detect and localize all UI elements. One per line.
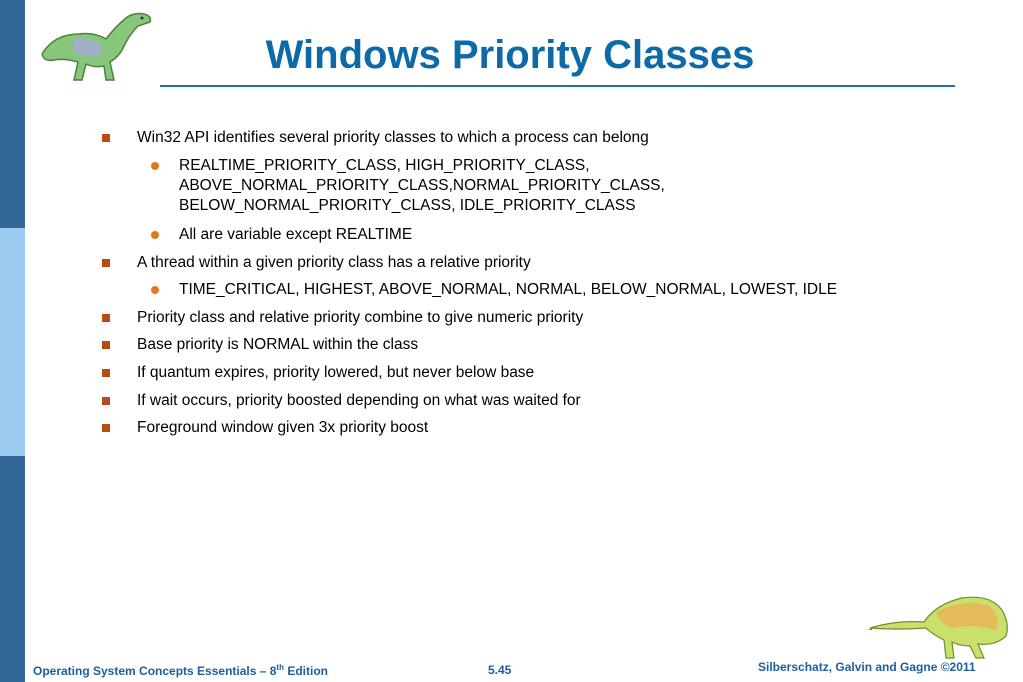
round-bullet-icon [151,162,159,170]
round-bullet-icon [151,286,159,294]
sidebar-stripe [0,0,25,682]
square-bullet-icon [102,314,110,322]
bullet-text: Foreground window given 3x priority boost [137,419,429,436]
bullet-text: A thread within a given priority class has a relative priority [137,254,531,271]
slide-title: Windows Priority Classes [265,33,755,77]
dinosaur-logo-icon [34,4,158,84]
square-bullet-icon [102,424,110,432]
footer-book-suffix: Edition [283,664,328,678]
bullet-text: Win32 API identifies several priority classes to which a process can belong [137,129,649,146]
sub-bullet-text: All are variable except REALTIME [179,226,413,243]
sidebar-segment-top [0,0,25,228]
bullet-text: Base priority is NORMAL within the class [137,336,419,353]
title-underline [160,85,955,87]
round-bullet-icon [151,231,159,239]
sidebar-segment-middle [0,228,25,456]
bullet-text: If wait occurs, priority boosted depending on what was waited for [137,392,581,409]
sidebar-segment-bottom [0,456,25,682]
footer-copyright: Silberschatz, Galvin and Gagne ©2011 [758,660,976,674]
square-bullet-icon [102,341,110,349]
footer-page-number: 5.45 [488,663,512,677]
square-bullet-icon [102,259,110,267]
footer-book-title [33,663,328,678]
dinosaur-footer-icon [866,584,1016,660]
footer-book-sup: th [276,663,284,672]
footer-book-prefix: Operating System Concepts Essentials – 8 [33,664,277,678]
square-bullet-icon [102,397,110,405]
square-bullet-icon [102,369,110,377]
bullet-text: Priority class and relative priority combine to give numeric priority [137,309,584,326]
sub-bullet-text: TIME_CRITICAL, HIGHEST, ABOVE_NORMAL, NORMAL, BELOW_NORMAL, LOWEST, IDLE [179,281,838,298]
square-bullet-icon [102,134,110,142]
bullet-text: If quantum expires, priority lowered, but never below base [137,364,535,381]
sub-bullet-text: REALTIME_PRIORITY_CLASS, HIGH_PRIORITY_CLASS, ABOVE_NORMAL_PRIORITY_CLASS,NORMAL_PRIORITY_CLASS, BELOW_NORMAL_PRIORITY_CLASS, IDLE_PRIORITY_CLASS [179,157,665,214]
